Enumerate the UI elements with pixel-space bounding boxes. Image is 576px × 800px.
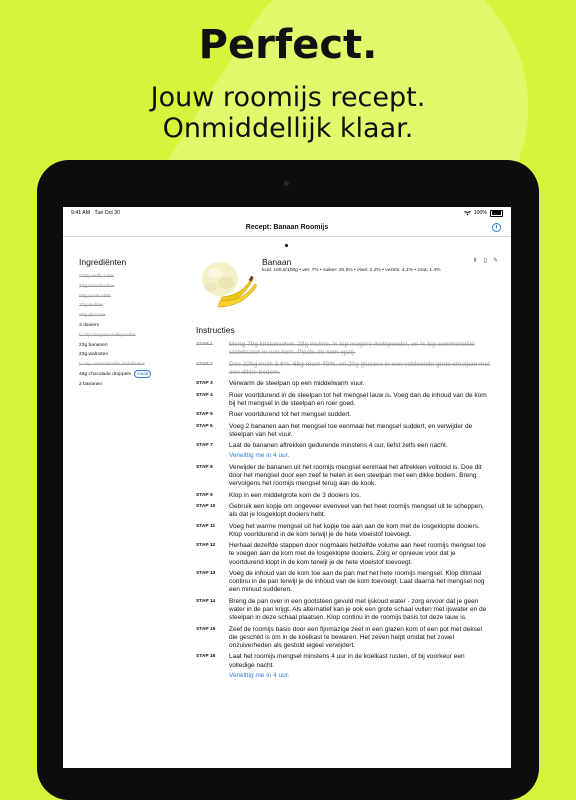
instruction-step[interactable] [196,411,496,419]
instructions-title: Instructies [196,325,235,335]
step-number: STAP 12 [196,543,216,549]
step-text: Breng de pan over in een gootsteen gevuld met ijskoud water - zorg ervoor dat je geen water in de pan krijgt. Als alternatief kan je ook een grote schaal vullen met ijswater en de steelpan in deze schaal plaatsen. Klop continu in de roomijs basis tot deze lauw is. [229,597,487,622]
step-text: Voeg de inhoud van de kom toe aan de pan met het hete roomijs mengsel. Klop ditmaal continu in de pan terwijl je de inhoud van de kom toevoegt. Laat daarna het mengsel nog een minuut sudderen. [229,569,485,594]
ingredient-label: ½ tsp commerciële stabilisator [79,362,145,368]
ingredient-label: 225g melk 3.6% [79,274,115,279]
step-text: Voeg 2 bananen aan het mengsel toe eenmaal het mengsel suddert, en verwijder de steelpan van het vuur. [229,422,473,438]
ingredients-panel [79,257,179,390]
instruction-step[interactable] [196,492,496,500]
instruction-step[interactable] [196,570,496,595]
reminder-link[interactable]: Verwittig me in 4 uur. [229,452,290,460]
status-time: 9:41 AM [71,210,91,216]
recipe-name: Banaan [262,257,292,267]
ingredient-item[interactable] [79,292,179,302]
recipe-info [262,257,498,273]
instruction-step[interactable] [196,392,496,408]
wifi-icon [464,211,471,216]
step-text: Roer voortdurend tot het mengsel suddert. [229,411,352,419]
step-text: Zeef de roomijs basis door een fijnmazige zeef in een glazen kom of een pot met deksel die geschikt is om in de koelkast te bewaren. Het zeven helpt omdat het zowel onzuiverheden als gestold eigeel verwijdert. [229,625,482,649]
ingredient-label: 23g inuline [79,303,103,309]
ingredient-label: 46g chocolade druppels [79,371,131,377]
step-number: STAP 13 [196,570,216,576]
ingredients-title: Ingrediënten [79,257,127,267]
step-number: STAP 1 [196,342,213,347]
ingredient-label: 3 dooiers [79,322,100,328]
step-text: Herhaal dezelfde stappen door nogmaals hetzelfde volume aan heet roomijs mengsel toe te voegen aan de kom met de losgeklopte dooiers. Zorg er opnieuw voor dat je voortdurend klopt in de kom terwijl je de hete vloeistof toevoegt. [229,542,486,566]
step-text: Verwijder de bananen uit het roomijs mengsel eenmaal het aftrekken voltooid is. Doe dit door het mengsel door een zeef te helen in een steelpan met een dikke bodem. Breng vervolgens het roomijs mengsel terug aan de kook. [229,463,482,488]
ingredient-item[interactable] [79,321,179,331]
ingredient-item[interactable] [79,380,179,390]
step-text: Roer voortdurend in de steelpan tot het mengsel lauw is. Voeg dan de inhoud van de kom bij het mengsel in de steelpan en roer goed. [229,391,487,407]
ingredient-item[interactable] [79,272,179,282]
ingredients-list [79,272,179,390]
subheadline-line-1: Jouw roomijs recept. [150,82,426,113]
ingredient-item[interactable] [79,360,179,370]
edit-icon[interactable]: ✎ [492,258,498,264]
headline: Perfect. [198,22,378,68]
ingredient-item[interactable] [79,311,179,321]
status-bar [63,207,511,219]
page-indicator [285,244,288,247]
ingredient-label: 20g glucose [79,313,106,319]
instruction-step[interactable] [196,598,496,623]
ingredient-label: 23g bananen [79,342,108,348]
step-text: Meng 70g kristalsuiker, 23g inuline, ½ tsp magere melkpoeder, en ½ tsp commerciële stabilisator in een kom. Plaats de kom opzij. [229,341,475,357]
recipe-actions [473,257,498,264]
subheadline-line-2: Onmiddellijk klaar. [162,113,414,144]
make-badge[interactable]: maak [134,370,151,378]
ingredient-item[interactable] [79,341,179,351]
app-screen [63,207,511,768]
step-text: Laat het roomijs mengsel minstens 4 uur in de koelkast rusten, of bij voorkeur een volledige nacht. [229,653,465,669]
step-number: STAP 8 [196,464,213,470]
ingredient-label: 23g walnoten [79,352,109,358]
instruction-step[interactable] [196,423,496,439]
ingredient-item[interactable] [79,331,179,341]
instruction-step[interactable] [196,464,496,489]
step-number: STAP 7 [196,443,213,449]
step-text: Voeg het warme mengsel uit het kopje toe aan aan de kom met de losgeklopte dooiers. Klop voortdurend in de kom terwijl je de hete vloeistof toevoegt. [229,522,480,538]
step-number: STAP 2 [196,361,213,367]
ingredient-label: 70g kristalsuiker [79,283,115,289]
bottle-icon[interactable]: ⚱ [472,258,478,264]
ice-cream-banana-image [196,257,258,309]
instruction-step[interactable] [196,380,496,388]
step-number: STAP 10 [196,503,216,509]
step-number: STAP 6 [196,423,213,429]
instruction-step[interactable] [196,361,496,377]
instructions-list [196,341,496,683]
nutrition-facts: kcal: 159.9/100g • vet: 7% • suiker: 20.6% • eiwit: 2.2% • vezels: 4.1% • zout: 1.4% [262,268,441,273]
instruction-step[interactable] [196,523,496,539]
camera-icon [284,181,289,186]
reminder-link[interactable]: Verwittig me in 4 uur. [229,671,290,679]
instruction-step[interactable] [196,503,496,519]
ingredient-label: 65g room 40% [79,293,111,299]
instruction-step[interactable] [196,341,496,357]
step-text: Klop in een middelgrote kom de 3 dooiers los. [229,491,361,499]
step-text: Laat de bananen aftrekken gedurende minstens 4 uur, liefst zelfs een nacht. [229,442,448,450]
subheadline [0,82,576,144]
jar-icon[interactable]: ▯ [483,258,487,264]
step-number: STAP 11 [196,523,216,529]
step-number: STAP 9 [196,492,213,498]
ingredient-item[interactable] [79,301,179,311]
step-number: STAP 15 [196,626,216,632]
instruction-step[interactable] [196,653,496,680]
step-number: STAP 14 [196,598,216,604]
step-text: Gebruik een kopje om ongeveer evenveel van het heet roomijs mengsel uit te scheppen, als dat je losgeklopt dooiers hebt. [229,502,484,519]
timer-icon[interactable] [492,223,501,232]
instruction-step[interactable] [196,442,496,460]
battery-percent: 100% [473,210,487,216]
step-number: STAP 5 [196,412,213,418]
ingredient-item[interactable] [79,350,179,360]
ingredient-label: ½ tsp magere melkpoeder [79,332,136,338]
step-text: Doe 225g melk 3.6%, 65g room 40%, en 20g glucose in een voldoende grote steelpan met een dikke bodem. [229,360,490,376]
step-text: Verwarm de steelpan op een middelwarm vuur. [229,380,365,388]
step-number: STAP 16 [196,654,216,660]
battery-icon [490,210,503,217]
ingredient-item[interactable] [79,282,179,292]
instruction-step[interactable] [196,542,496,567]
instruction-step[interactable] [196,626,496,651]
step-number: STAP 4 [196,392,213,398]
step-number: STAP 3 [196,381,213,387]
ingredient-item[interactable] [79,370,179,380]
navigation-bar [63,219,511,237]
nav-title: Recept: Banaan Roomijs [245,224,329,231]
ingredient-label: 2 bananen [79,381,103,387]
status-date: Tue Oct 30 [94,210,120,216]
